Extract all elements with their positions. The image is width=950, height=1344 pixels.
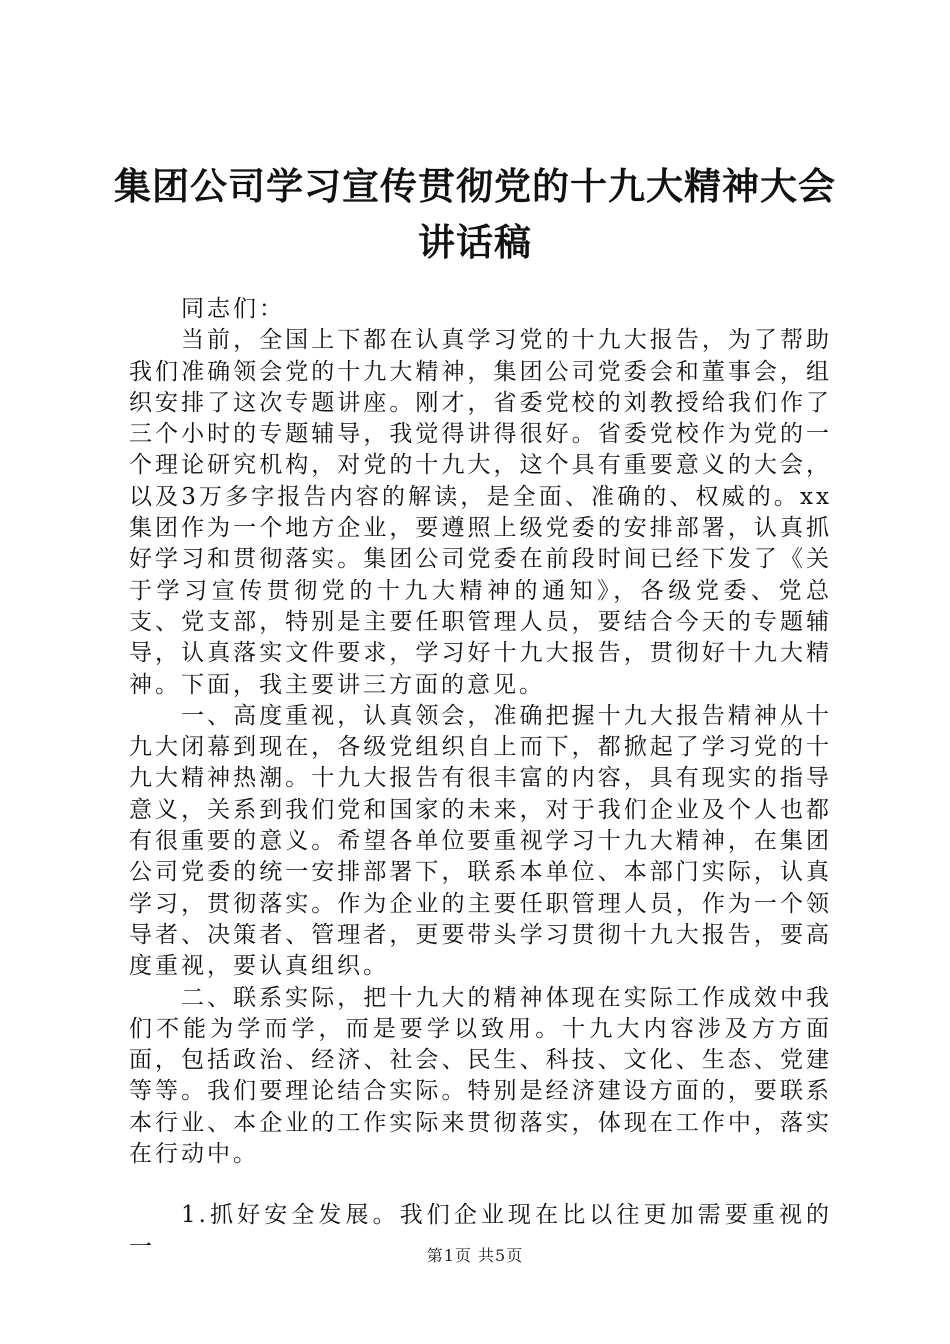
- page-title: 集团公司学习宣传贯彻党的十九大精神大会讲话稿: [114, 164, 836, 264]
- document-body: [129, 294, 832, 1263]
- greeting: 同志们：: [181, 296, 285, 322]
- page-number: 第1页 共5页: [426, 1246, 524, 1265]
- paragraph-section-one: 一、高度重视，认真领会，准确把握十九大报告精神从十九大闭幕到现在，各级党组织自上而下，都掀起了学习党的十九大精神热潮。十九大报告有很丰富的内容，具有现实的指导意义，关系到我们党和国家的未来，对于我们企业及个人也都有很重要的意义。希望各单位要重视学习十九大精神，在集团公司党委的统一安排部署下，联系本单位、本部门实际，认真学习，贯彻落实。作为企业的主要任职管理人员，作为一个领导者、决策者、管理者，更要带头学习贯彻十九大报告，要高度重视，要认真组织。: [129, 702, 832, 980]
- paragraph-intro: 当前，全国上下都在认真学习党的十九大报告，为了帮助我们准确领会党的十九大精神，集团公司党委会和董事会，组织安排了这次专题讲座。刚才，省委党校的刘教授给我们作了三个小时的专题辅导，我觉得讲得很好。省委党校作为党的一个理论研究机构，对党的十九大，这个具有重要意义的大会，以及3万多字报告内容的解读，是全面、准确的、权威的。xx集团作为一个地方企业，要遵照上级党委的安排部署，认真抓好学习和贯彻落实。集团公司党委在前段时间已经下发了《关于学习宣传贯彻党的十九大精神的通知》，各级党委、党总支、党支部，特别是主要任职管理人员，要结合今天的专题辅导，认真落实文件要求，学习好十九大报告，贯彻好十九大精神。下面，我主要讲三方面的意见。: [129, 327, 832, 698]
- paragraph-section-two: 二、联系实际，把十九大的精神体现在实际工作成效中我们不能为学而学，而是要学以致用。十九大内容涉及方方面面，包括政治、经济、社会、民生、科技、文化、生态、党建等等。我们要理论结合实际。特别是经济建设方面的，要联系本行业、本企业的工作实际来贯彻落实，体现在工作中，落实在行动中。: [129, 984, 832, 1168]
- paragraph-item-one: 1.抓好安全发展。我们企业现在比以往更加需要重视的一: [129, 1202, 832, 1260]
